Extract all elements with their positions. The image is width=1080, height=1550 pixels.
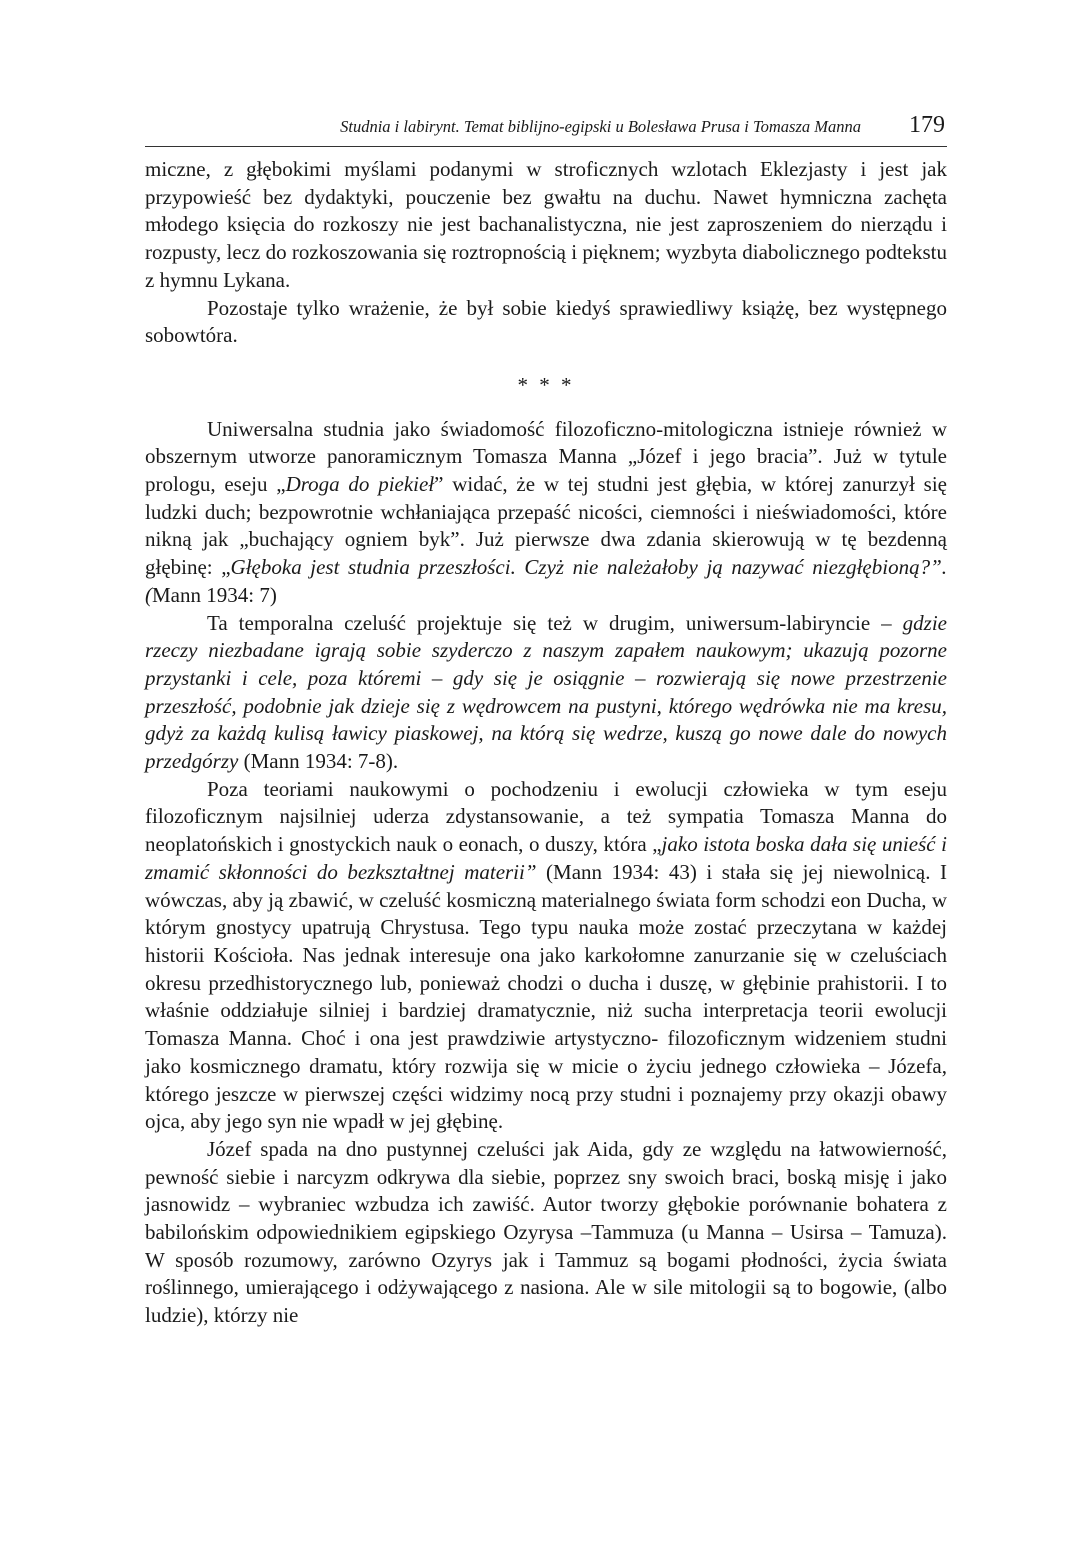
text-run: Uniwersalna studnia jako świadomość filozoficzno-mitologiczna istnieje również w obszernym utworze panoramicznym Tomasza Manna „Józef i jego bracia”. Już w tytule prologu, eseju „ (145, 416, 947, 497)
citation: Mann 1934: 7) (152, 582, 277, 607)
paragraph-4 (145, 610, 947, 776)
italic-quote: jako istota boska dała się unieść i zmamić skłonności do bezkształtnej materii” (145, 832, 947, 884)
paragraph-5 (145, 776, 947, 1136)
italic-quote: gdzie rzeczy niezbadane igrają sobie szyderczo z naszym zapałem naukowym; ukazują pozorne przystanki i cele, poza któremi – gdy się je osiągnie – rozwierają się nowe przestrzenie przeszłość, podobnie jak dzieje się z wędrowcem na pustyni, którego wędrówka nie ma kresu, gdyż za każdą kulisą ławicy piaskowej, na którą się wedrze, kuszą go nowe dale do nowych przedgórzy (145, 610, 947, 774)
running-header (145, 112, 947, 147)
text-run: Poza teoriami naukowymi o pochodzeniu i ewolucji człowieka w tym eseju filozoficznym najsilniej uderza zdystansowanie, a też sympatia Tomasza Manna do neoplatońskich i gnostyckich nauk o eonach, o duszy, która „ (145, 776, 947, 857)
running-title: Studnia i labirynt. Temat biblijno-egipski u Bolesława Prusa i Tomasza Manna (340, 117, 861, 136)
text-run: (Mann 1934: 43) i stała się jej niewolnicą. I wówczas, aby ją zbawić, w czeluść kosmiczną materialnego świata form schodzi eon Ducha, w którym gnostycy upatrują Chrystusa. Tego typu nauka może zostać przeczytana w każdej historii Kościoła. Nas jednak interesuje ona jako karkołomne zanurzanie się w czeluściach okresu przedhistorycznego lub, ponieważ chodzi o ducha i duszę, w głębinie prahistorii. I to właśnie oddziałuje silniej i bardziej dramatycznie, niż sucha interpretacja teorii ewolucji Tomasza Manna. Choć i ona jest prawdziwie artystyczno- filozoficznym widzeniem studni jako kosmicznego dramatu, który rozwija się w micie o życiu jednego człowieka – Józefa, którego jeszcze w pierwszej części widzimy nocą przy studni i poznajemy przy okazji obawy ojca, aby jego syn nie wpadł w jej głębinę. (145, 859, 947, 1134)
text-run: Ta temporalna czeluść projektuje się też w drugim, uniwersum-labiryncie – (207, 610, 903, 635)
paragraph-3 (145, 416, 947, 610)
paragraph-1: miczne, z głębokimi myślami podanymi w stroficznych wzlotach Eklezjasty i jest jak przypowieść bez dydaktyki, pouczenie bez gwałtu na duchu. Nawet hymniczna zachęta młodego księcia do rozkoszy nie jest bachanalistyczna, nie jest zaproszeniem do nierządu i rozpusty, lecz do rozkoszowania się roztropnością i pięknem; wyzbyta diabolicznego podtekstu z hymnu Lykana. (145, 157, 947, 292)
paragraph-6: Józef spada na dno pustynnej czeluści jak Aida, gdy ze względu na łatwowierność, pewność siebie i narcyzm odkrywa dla siebie, poprzez sny swoich braci, boską misję i jako jasnowidz – wybraniec wzbudza ich zawiść. Autor tworzy głębokie porównanie bohatera z babilońskim odpowiednikiem egipskiego Ozyrysa –Tammuza (u Manna – Usirsa – Tamuza). W sposób rozumowy, zarówno Ozyrys jak i Tammuz są bogami płodności, życia świata roślinnego, umierającego i odżywającego z nasiona. Ale w sile mitologii są to bogowie, (albo ludzie), którzy nie (145, 1136, 947, 1328)
italic-quote: Głęboka jest studnia przeszłości. Czyż nie należałoby ją nazywać niezgłębioną?”.( (145, 555, 948, 607)
italic-title: Droga do piekieł (285, 472, 435, 497)
paragraph-2: Pozostaje tylko wrażenie, że był sobie kiedyś sprawiedliwy książę, bez występnego sobowtóra. (145, 295, 947, 348)
page-number: 179 (909, 112, 945, 138)
citation: (Mann 1934: 7-8). (238, 749, 399, 774)
section-separator: * * * (517, 372, 575, 397)
text-run: ” widać, że w tej studni jest głębia, w której zanurzył się ludzki duch; bezpowrotnie wchłaniająca przepaść nicości, ciemności i nieświadomości, które nikną jak „buchający ogniem byk”. Już pierwsze dwa zdania skierowują w tę bezdenną głębinę: „ (145, 472, 948, 580)
body-text (145, 156, 947, 1330)
